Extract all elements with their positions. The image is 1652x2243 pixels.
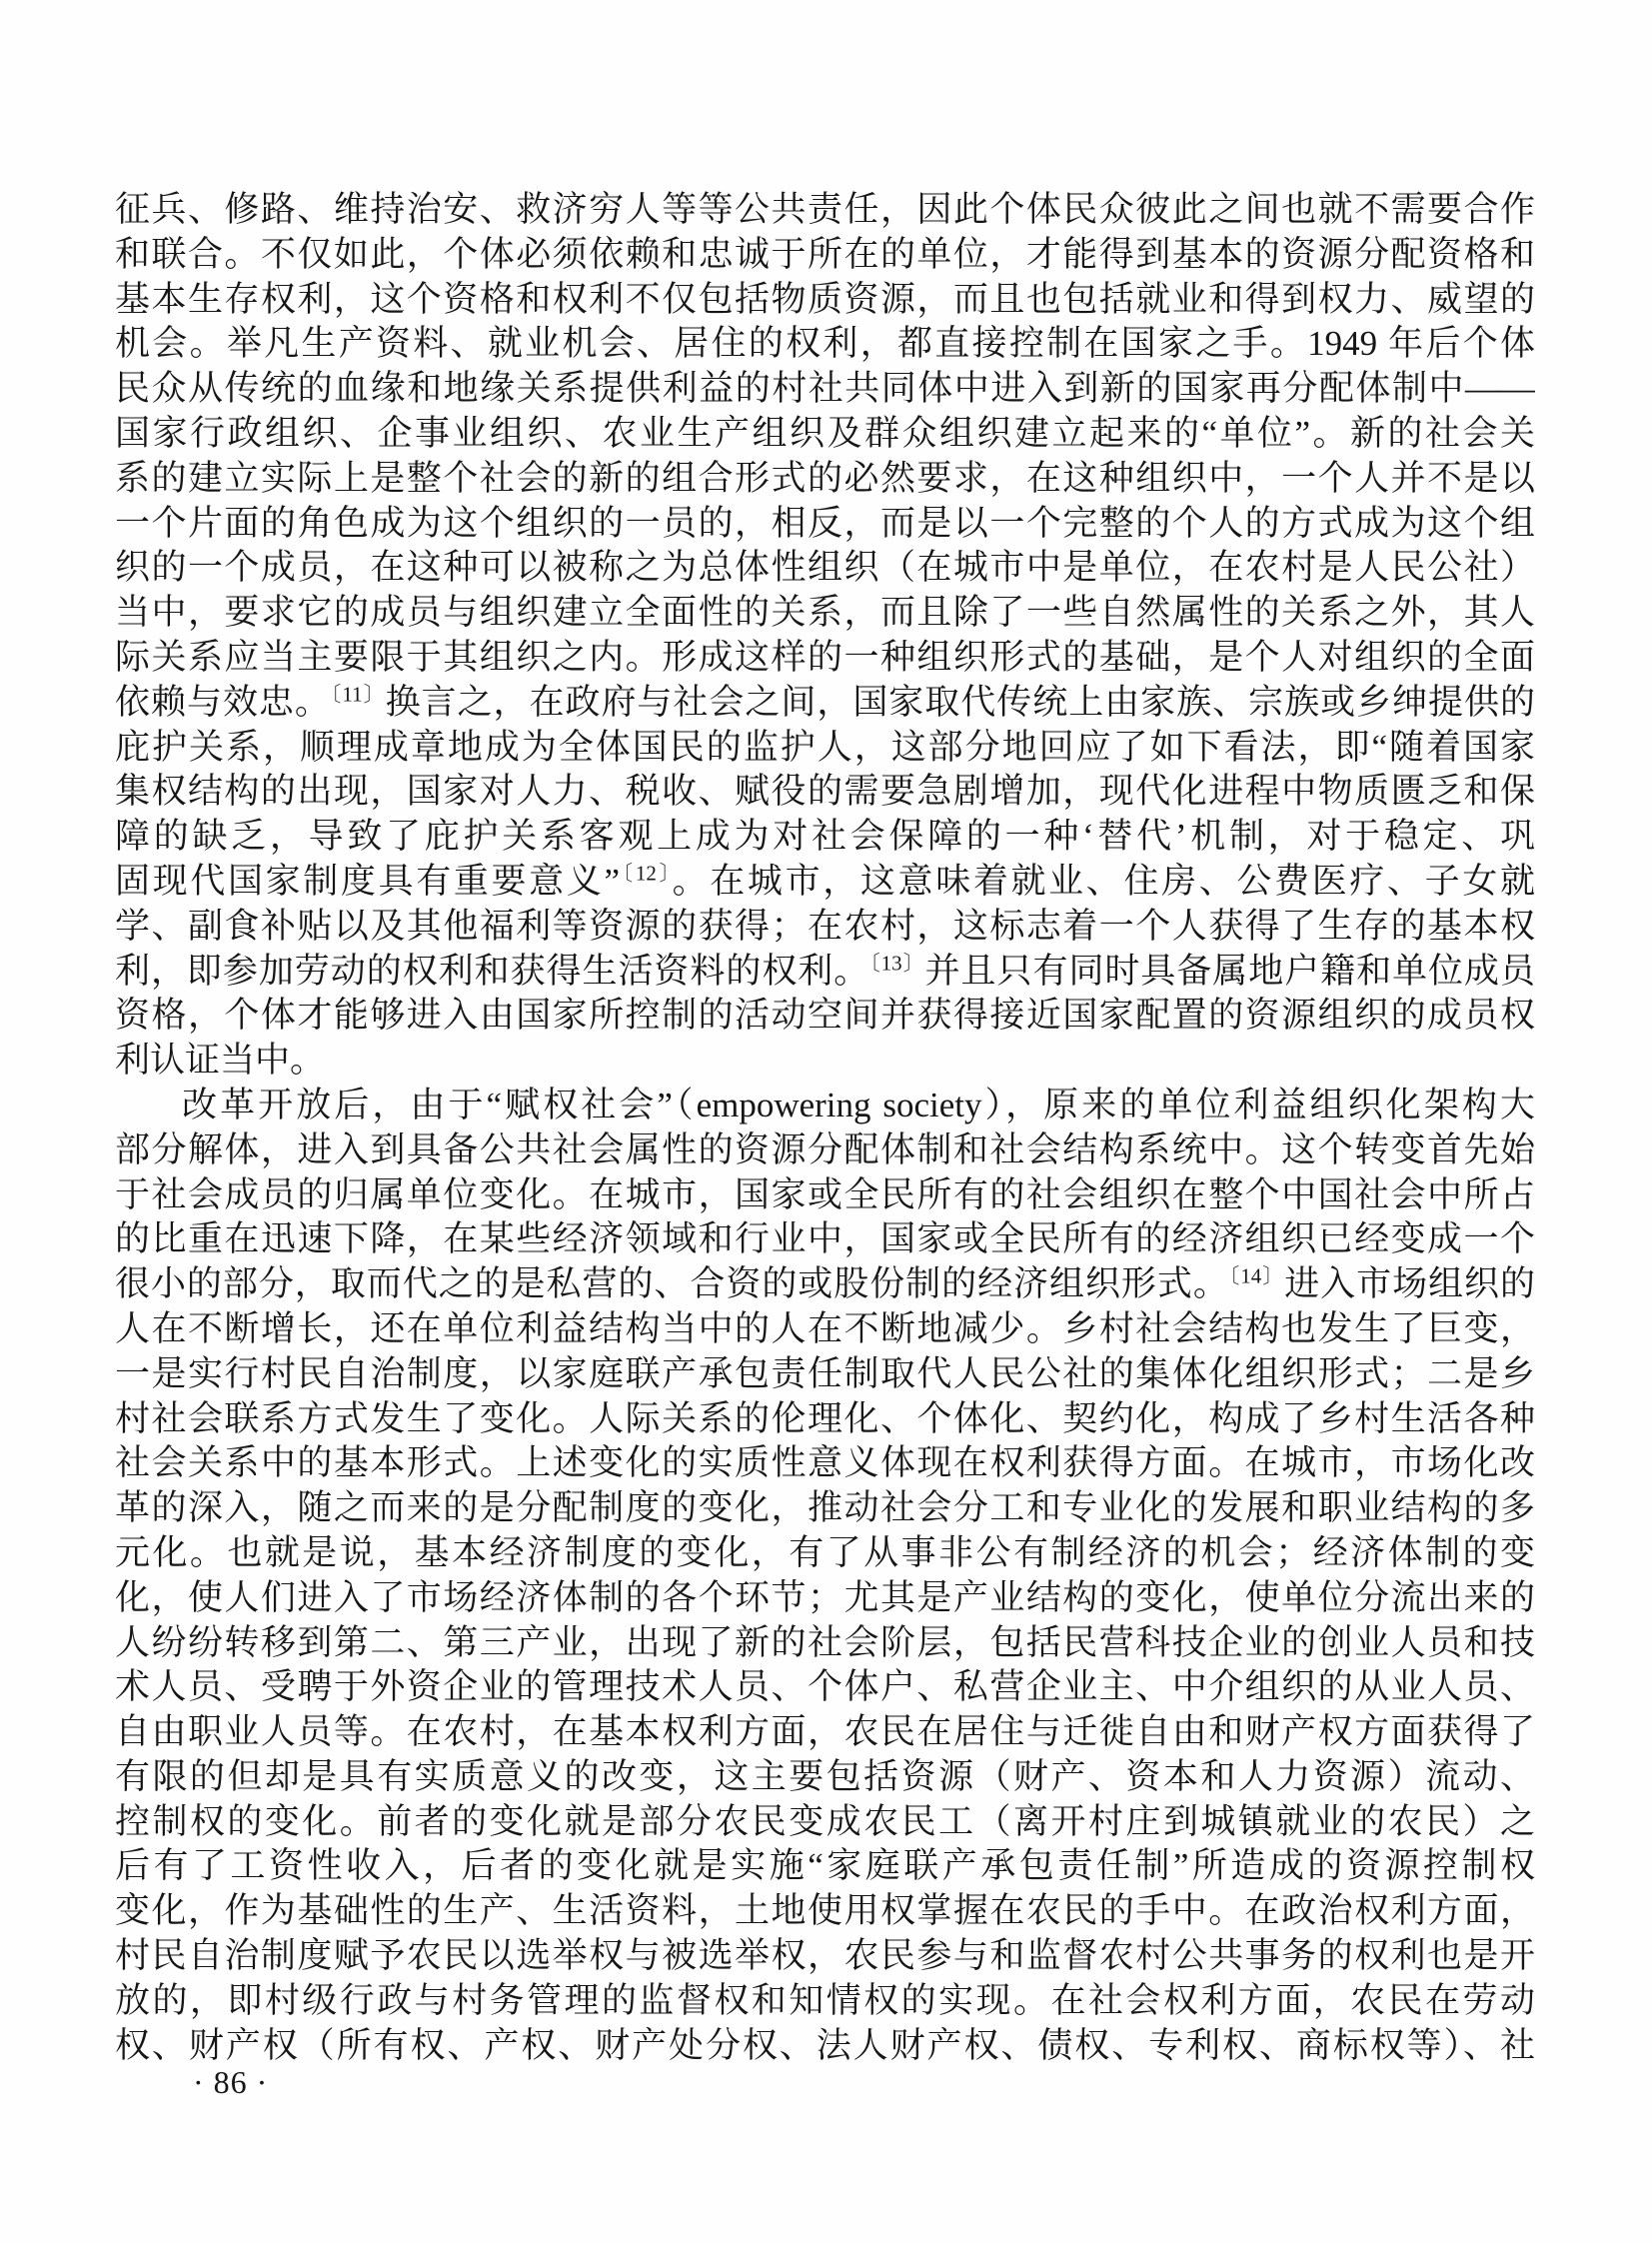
text-line: 的比重在迅速下降，在某些经济领域和行业中，国家或全民所有的经济组织已经变成一个 bbox=[115, 1219, 1535, 1259]
text-line: 改革开放后，由于“赋权社会”（empowering society），原来的单位利益组织化架构大 bbox=[182, 1085, 1535, 1124]
text-line: 际关系应当主要限于其组织之内。形成这样的一种组织形式的基础，是个人对组织的全面 bbox=[115, 637, 1535, 677]
text-line: 人纷纷转移到第二、第三产业，出现了新的社会阶层，包括民营科技企业的创业人员和技 bbox=[115, 1622, 1535, 1662]
text-line: 和联合。不仅如此，个体必须依赖和忠诚于所在的单位，才能得到基本的资源分配资格和 bbox=[115, 234, 1535, 274]
text-line: 于社会成员的归属单位变化。在城市，国家或全民所有的社会组织在整个中国社会中所占 bbox=[115, 1174, 1535, 1214]
text-line: 庇护关系，顺理成章地成为全体国民的监护人，这部分地回应了如下看法，即“随着国家 bbox=[115, 727, 1535, 767]
text-line: 利，即参加劳动的权利和获得生活资料的权利。$^{〔13〕}$并且只有同时具备属地户籍和单位成员 bbox=[115, 950, 1535, 991]
text-line: 障的缺乏，导致了庇护关系客观上成为对社会保障的一种‘替代’机制，对于稳定、巩 bbox=[115, 817, 1535, 857]
text-line: 术人员、受聘于外资企业的管理技术人员、个体户、私营企业主、中介组织的从业人员、 bbox=[115, 1667, 1535, 1707]
text-line: 机会。举凡生产资料、就业机会、居住的权利，都直接控制在国家之手。1949 年后个体 bbox=[115, 324, 1535, 364]
text-line: 权、财产权（所有权、产权、财产处分权、法人财产权、债权、专利权、商标权等）、社 bbox=[115, 2025, 1535, 2065]
text-line: 当中，要求它的成员与组织建立全面性的关系，而且除了一些自然属性的关系之外，其人 bbox=[115, 593, 1535, 633]
text-line: 征兵、修路、维持治安、救济穷人等等公共责任，因此个体民众彼此之间也就不需要合作 bbox=[115, 190, 1535, 229]
text-line: 村社会联系方式发生了变化。人际关系的伦理化、个体化、契约化，构成了乡村生活各种 bbox=[115, 1398, 1535, 1438]
text-line: 利认证当中。 bbox=[115, 1041, 326, 1081]
text-line: 人在不断增长，还在单位利益结构当中的人在不断地减少。乡村社会结构也发生了巨变， bbox=[115, 1308, 1535, 1348]
text-line: 一是实行村民自治制度，以家庭联产承包责任制取代人民公社的集体化组织形式；二是乡 bbox=[115, 1353, 1535, 1393]
text-line: 很小的部分，取而代之的是私营的、合资的或股份制的经济组织形式。$^{〔14〕}$进入市场组织的 bbox=[115, 1263, 1535, 1304]
footnote-marker: 〔11〕 bbox=[330, 682, 386, 707]
paragraph-1 bbox=[115, 188, 1535, 1084]
text-line: 系的建立实际上是整个社会的新的组合形式的必然要求，在这种组织中，一个人并不是以 bbox=[115, 458, 1535, 498]
text-line: 织的一个成员，在这种可以被称之为总体性组织（在城市中是单位，在农村是人民公社） bbox=[115, 548, 1535, 588]
text-line: 革的深入，随之而来的是分配制度的变化，推动社会分工和专业化的发展和职业结构的多 bbox=[115, 1488, 1535, 1528]
text-line: 固现代国家制度具有重要意义”$^{〔12〕}$。在城市，这意味着就业、住房、公费医疗、子女就 bbox=[115, 861, 1535, 901]
text-line: 社会关系中的基本形式。上述变化的实质性意义体现在权利获得方面。在城市，市场化改 bbox=[115, 1443, 1535, 1483]
text-line: 放的，即村级行政与村务管理的监督权和知情权的实现。在社会权利方面，农民在劳动 bbox=[115, 1980, 1535, 2020]
text-line: 有限的但却是具有实质意义的改变，这主要包括资源（财产、资本和人力资源）流动、 bbox=[115, 1756, 1535, 1796]
text-line: 国家行政组织、企事业组织、农业生产组织及群众组织建立起来的“单位”。新的社会关 bbox=[115, 413, 1535, 453]
text-line: 元化。也就是说，基本经济制度的变化，有了从事非公有制经济的机会；经济体制的变 bbox=[115, 1532, 1535, 1572]
text-line: 变化，作为基础性的生产、生活资料，土地使用权掌握在农民的手中。在政治权利方面， bbox=[115, 1891, 1535, 1931]
text-line: 自由职业人员等。在农村，在基本权利方面，农民在居住与迁徙自由和财产权方面获得了 bbox=[115, 1712, 1535, 1752]
text-line: 依赖与效忠。$^{〔11〕}$换言之，在政府与社会之间，国家取代传统上由家族、宗族或乡绅提供的 bbox=[115, 682, 1535, 722]
body-text bbox=[115, 188, 1535, 2068]
text-line: 资格，个体才能够进入由国家所控制的活动空间并获得接近国家配置的资源组织的成员权 bbox=[115, 996, 1535, 1036]
footnote-marker: 〔14〕 bbox=[1228, 1263, 1285, 1288]
text-line: 后有了工资性收入，后者的变化就是实施“家庭联产承包责任制”所造成的资源控制权 bbox=[115, 1846, 1535, 1886]
text-line: 集权结构的出现，国家对人力、税收、赋役的需要急剧增加，现代化进程中物质匮乏和保 bbox=[115, 772, 1535, 812]
text-line: 村民自治制度赋予农民以选举权与被选举权，农民参与和监督农村公共事务的权利也是开 bbox=[115, 1936, 1535, 1976]
footnote-marker: 〔12〕 bbox=[620, 861, 673, 886]
text-line: 控制权的变化。前者的变化就是部分农民变成农民工（离开村庄到城镇就业的农民）之 bbox=[115, 1801, 1535, 1841]
page-number: · 86 · bbox=[193, 2064, 269, 2100]
text-line: 化，使人们进入了市场经济体制的各个环节；尤其是产业结构的变化，使单位分流出来的 bbox=[115, 1577, 1535, 1617]
text-line: 基本生存权利，这个资格和权利不仅包括物质资源，而且也包括就业和得到权力、威望的 bbox=[115, 279, 1535, 319]
text-line: 一个片面的角色成为这个组织的一员的，相反，而是以一个完整的个人的方式成为这个组 bbox=[115, 503, 1535, 543]
text-line: 部分解体，进入到具备公共社会属性的资源分配体制和社会结构系统中。这个转变首先始 bbox=[115, 1129, 1535, 1169]
paragraph-2 bbox=[115, 1084, 1535, 2069]
text-line: 民众从传统的血缘和地缘关系提供利益的村社共同体中进入到新的国家再分配体制中—— bbox=[115, 369, 1535, 409]
text-line: 学、副食补贴以及其他福利等资源的获得；在农村，这标志着一个人获得了生存的基本权 bbox=[115, 906, 1535, 946]
footnote-marker: 〔13〕 bbox=[869, 950, 925, 975]
